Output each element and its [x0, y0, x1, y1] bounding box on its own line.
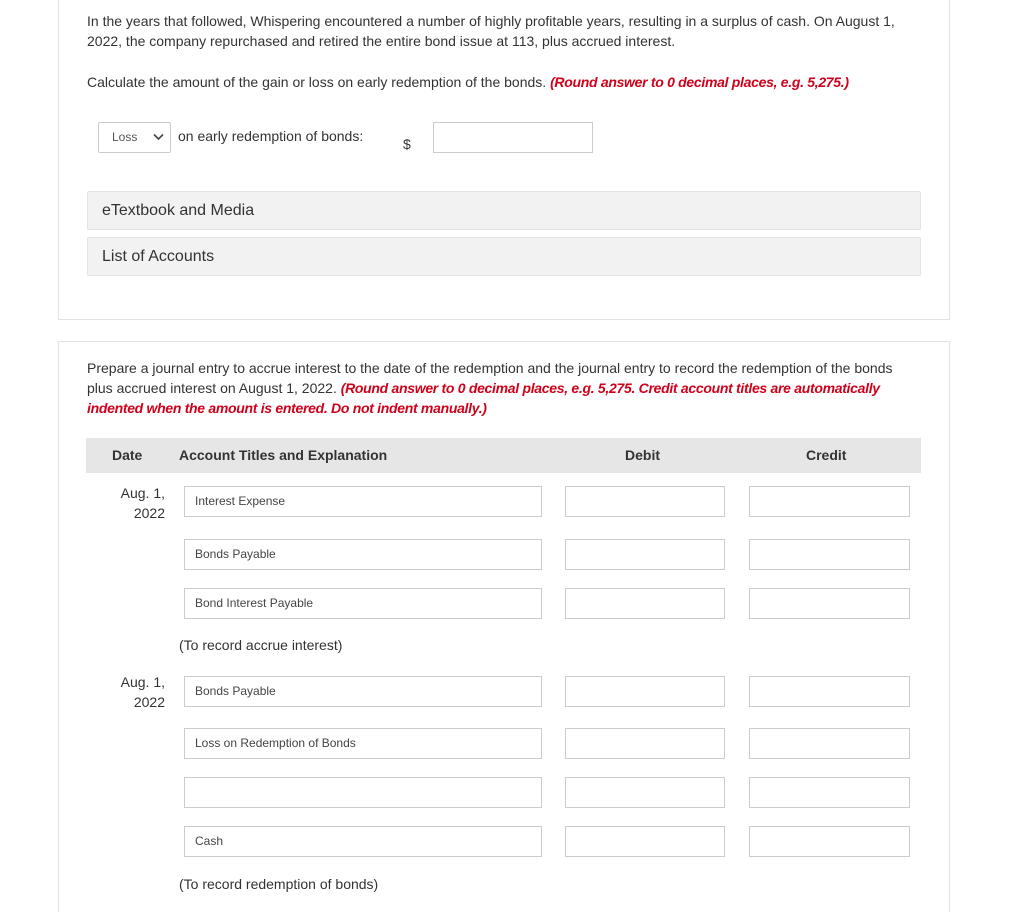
entry2-date [100, 672, 165, 712]
entry1-account-3[interactable]: Bond Interest Payable [184, 588, 542, 619]
entry1-date-line2: 2022 [133, 505, 165, 521]
entry2-date-line2: 2022 [133, 694, 165, 710]
entry2-debit-1[interactable] [565, 676, 725, 707]
question-prompt: Calculate the amount of the gain or loss on early redemption of the bonds. [87, 74, 547, 90]
entry1-debit-3[interactable] [565, 588, 725, 619]
entry1-account-2[interactable]: Bonds Payable [184, 539, 542, 570]
entry1-debit-2[interactable] [565, 539, 725, 570]
question-instruction: (Round answer to 0 decimal places, e.g. 5,275.) [550, 74, 849, 90]
redemption-amount-input[interactable] [433, 122, 593, 153]
entry1-credit-2[interactable] [749, 539, 910, 570]
entry1-credit-3[interactable] [749, 588, 910, 619]
journal-instruction: (Round answer to 0 decimal places, e.g. 5,275. Credit account titles are automatically indented when the amount is entered. Do not indent manually.) [87, 380, 880, 416]
entry1-account-1[interactable]: Interest Expense [184, 486, 542, 517]
entry2-account-2[interactable]: Loss on Redemption of Bonds [184, 728, 542, 759]
header-credit: Credit [806, 447, 847, 463]
entry2-account-3[interactable] [184, 777, 542, 808]
entry2-date-line1: Aug. 1, [120, 674, 165, 690]
entry2-credit-3[interactable] [749, 777, 910, 808]
gain-loss-select[interactable] [98, 122, 171, 153]
gain-loss-select-value: Loss [112, 130, 138, 144]
entry1-debit-1[interactable] [565, 486, 725, 517]
entry2-credit-1[interactable] [749, 676, 910, 707]
entry2-debit-3[interactable] [565, 777, 725, 808]
entry1-note: (To record accrue interest) [179, 637, 343, 653]
intro-text: In the years that followed, Whispering encountered a number of highly profitable years, resulting in a surplus of cash. On August 1, 2022, the company repurchased and retired the entire bond issue at 113, plus accrued interest. [87, 13, 895, 49]
entry2-note: (To record redemption of bonds) [179, 876, 379, 892]
journal-table-header [86, 438, 921, 473]
entry2-credit-4[interactable] [749, 826, 910, 857]
entry1-date [100, 483, 165, 523]
header-date: Date [112, 447, 143, 463]
currency-symbol: $ [403, 136, 411, 152]
entry1-credit-1[interactable] [749, 486, 910, 517]
list-of-accounts-accordion[interactable]: List of Accounts [87, 237, 921, 276]
header-debit: Debit [625, 447, 660, 463]
redemption-label: on early redemption of bonds: [178, 128, 364, 144]
entry1-date-line1: Aug. 1, [120, 485, 165, 501]
journal-prompt [87, 358, 917, 418]
entry2-debit-2[interactable] [565, 728, 725, 759]
entry2-debit-4[interactable] [565, 826, 725, 857]
question-text [87, 72, 927, 92]
chevron-down-icon [153, 123, 164, 141]
header-account: Account Titles and Explanation [179, 447, 388, 463]
entry2-credit-2[interactable] [749, 728, 910, 759]
entry2-account-4[interactable]: Cash [184, 826, 542, 857]
entry2-account-1[interactable]: Bonds Payable [184, 676, 542, 707]
etextbook-accordion[interactable]: eTextbook and Media [87, 191, 921, 230]
journal-prompt-text: Prepare a journal entry to accrue interest to the date of the redemption and the journal entry to record the redemption of the bonds plus accrued interest on August 1, 2022. [87, 360, 893, 396]
